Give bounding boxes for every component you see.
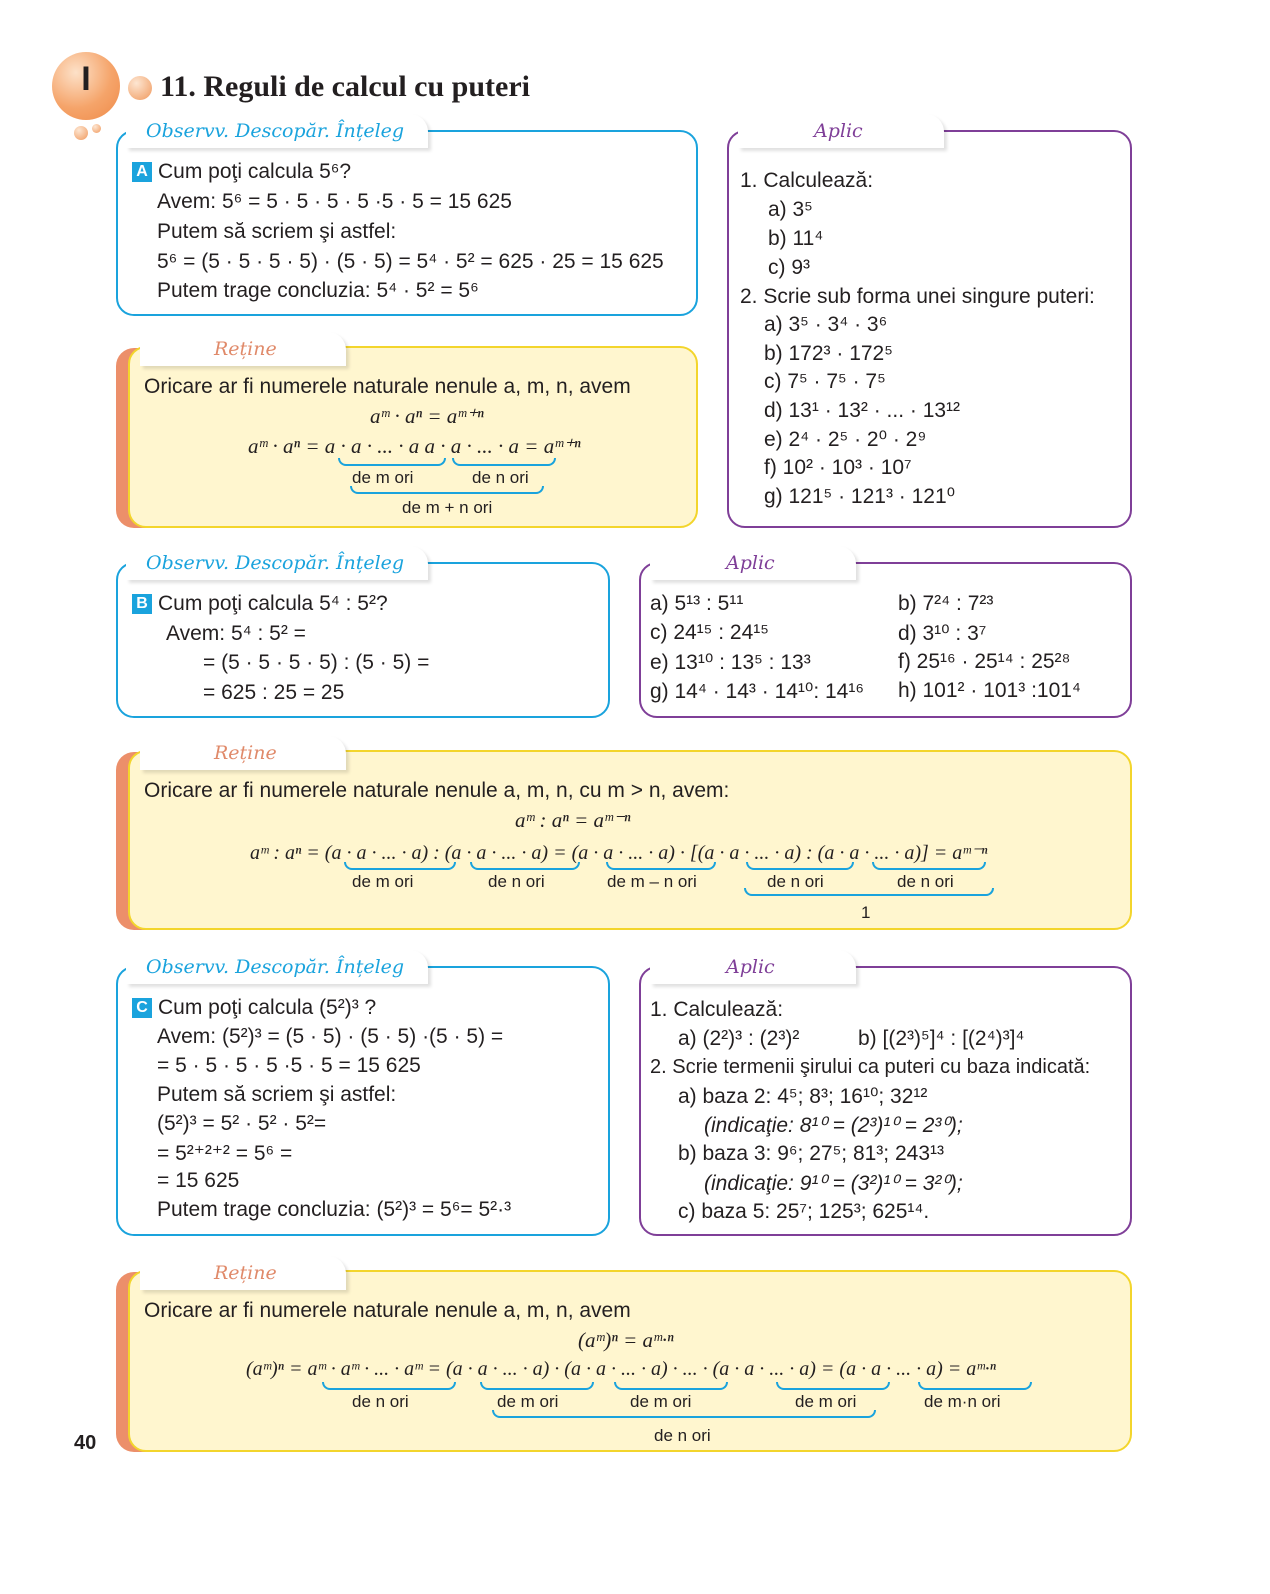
brace (338, 458, 446, 466)
label-b: B (132, 594, 152, 614)
under-label: de n ori (352, 1392, 409, 1411)
retin-tab: Reține (140, 1256, 346, 1290)
retin2-rule: aᵐ : aⁿ = aᵐ⁻ⁿ (515, 808, 631, 832)
retin-tab: Reține (140, 736, 346, 770)
under-label: de m ori (352, 872, 414, 891)
brace (776, 1382, 890, 1390)
under-label: de m ori (630, 1392, 692, 1411)
page-title: 11. Reguli de calcul cu puteri (160, 70, 530, 103)
exercise-item: a) 3⁵ (768, 198, 813, 221)
brace (614, 1382, 728, 1390)
exercise-item: a) 5¹³ : 5¹¹ (650, 592, 744, 615)
aplic-tab: Aplic (650, 950, 856, 984)
page-number: 40 (74, 1432, 97, 1454)
retin3-intro: Oricare ar fi numerele naturale nenule a, m, n, avem (144, 1299, 631, 1322)
retin-tab: Reține (140, 332, 346, 366)
exercise-item: g) 121⁵ · 121³ · 121⁰ (764, 485, 956, 508)
under-label: de m ori (795, 1392, 857, 1411)
aplic1-heading-2: 2. Scrie sub forma unei singure puteri: (740, 285, 1095, 308)
retin2-expand: aᵐ : aⁿ = (a · a · ... · a) : (a · a · ... · a) = (a · a · ... · a) · [(a · a · ... · a) : (a · a · ... · a)] = aᵐ⁻ⁿ (250, 842, 988, 864)
brace (480, 1382, 594, 1390)
under-label: de n ori (472, 468, 529, 487)
under-label: de m + n ori (402, 498, 493, 517)
exercise-item: g) 14⁴ · 14³ · 14¹⁰: 14¹⁶ (650, 680, 864, 703)
a-line-3: 5⁶ = (5 · 5 · 5 · 5) · (5 · 5) = 5⁴ · 5² = 625 · 25 = 15 625 (157, 250, 664, 273)
chapter-badge-label: I (81, 60, 91, 98)
exercise-item: b) 11⁴ (768, 227, 824, 250)
exercise-item: d) 3¹⁰ : 3⁷ (898, 622, 987, 645)
aplic3-line-1: a) baza 2: 4⁵; 8³; 16¹⁰; 32¹² (678, 1085, 928, 1108)
exercise-item: e) 13¹⁰ : 13⁵ : 13³ (650, 651, 811, 674)
a-line-2: Putem să scriem şi astfel: (157, 220, 397, 243)
aplic3-heading-1: 1. Calculează: (650, 998, 784, 1021)
retin2-intro: Oricare ar fi numerele naturale nenule a, m, n, cu m > n, avem: (144, 779, 730, 802)
under-label: de m ori (352, 468, 414, 487)
exercise-item: f) 25¹⁶ · 25¹⁴ : 25²⁸ (898, 650, 1071, 673)
aplic3-line-4: (indicaţie: 9¹⁰ = (3²)¹⁰ = 3²⁰); (704, 1172, 963, 1195)
under-label: de n ori (897, 872, 954, 891)
exercise-item: d) 13¹ · 13² · ... · 13¹² (764, 398, 961, 422)
retin3-expand: (aᵐ)ⁿ = aᵐ · aᵐ · ... · aᵐ = (a · a · ... · a) · (a · a · ... · a) · ... · (a · a · ... · a) = (a · a · ... · a) = aᵐ·ⁿ (246, 1358, 996, 1380)
observe-tab: Observv. Descopăr. Înțeleg (126, 546, 428, 580)
brace (872, 862, 986, 870)
retin1-rule: aᵐ · aⁿ = aᵐ⁺ⁿ (370, 404, 484, 428)
c-line-7: Putem trage concluzia: (5²)³ = 5⁶= 5²·³ (157, 1198, 512, 1221)
under-label: de n ori (767, 872, 824, 891)
question-a: A Cum poţi calcula 5⁶? (132, 160, 351, 184)
exercise-item: b) 7²⁴ : 7²³ (898, 592, 994, 615)
brace (344, 862, 456, 870)
decor-bubble (92, 124, 101, 133)
observe-tab: Observv. Descopăr. Înțeleg (126, 950, 428, 984)
b-line-1: Avem: 5⁴ : 5² = (166, 622, 306, 645)
c-line-6: = 15 625 (157, 1169, 240, 1192)
under-label: de n ori (488, 872, 545, 891)
observe-tab: Observv. Descopăr. Înțeleg (126, 114, 428, 148)
c-line-2: = 5 · 5 · 5 · 5 ·5 · 5 = 15 625 (157, 1054, 421, 1077)
exercise-item: c) 7⁵ · 7⁵ · 7⁵ (764, 370, 886, 393)
brace (470, 862, 580, 870)
a-line-4: Putem trage concluzia: 5⁴ · 5² = 5⁶ (157, 279, 479, 302)
under-label: de m – n ori (607, 872, 697, 891)
c-line-5: = 5²⁺²⁺² = 5⁶ = (157, 1142, 293, 1165)
under-label: de n ori (654, 1426, 711, 1445)
exercise-item: h) 101² · 101³ :101⁴ (898, 679, 1081, 702)
brace (918, 1382, 1032, 1390)
exercise-item: c) 9³ (768, 256, 810, 279)
brace (452, 458, 556, 466)
decor-bubble (128, 76, 152, 100)
under-label: de m·n ori (924, 1392, 1001, 1411)
exercise-item: c) 24¹⁵ : 24¹⁵ (650, 621, 769, 644)
aplic-tab: Aplic (650, 546, 856, 580)
aplic3-line-3: b) baza 3: 9⁶; 27⁵; 81³; 243¹³ (678, 1142, 944, 1165)
retin1-expand: aᵐ · aⁿ = a · a · ... · a a · a · ... · a = aᵐ⁺ⁿ (248, 434, 581, 458)
aplic1-heading-1: 1. Calculează: (740, 169, 874, 192)
label-a: A (132, 162, 152, 182)
decor-bubble (74, 126, 88, 140)
aplic3-heading-2: 2. Scrie termenii şirului ca puteri cu baza indicată: (650, 1056, 1091, 1078)
b-line-3: = 625 : 25 = 25 (203, 681, 345, 704)
aplic3-a: a) (2²)³ : (2³)² (678, 1027, 800, 1050)
aplic3-line-2: (indicaţie: 8¹⁰ = (2³)¹⁰ = 2³⁰); (704, 1114, 963, 1137)
aplic3-line-5: c) baza 5: 25⁷; 125³; 625¹⁴. (678, 1200, 930, 1223)
exercise-item: a) 3⁵ · 3⁴ · 3⁶ (764, 313, 888, 336)
question-b: B Cum poţi calcula 5⁴ : 5²? (132, 592, 388, 616)
brace (606, 862, 716, 870)
exercise-item: f) 10² · 10³ · 10⁷ (764, 455, 912, 479)
exercise-item: b) 172³ · 172⁵ (764, 341, 893, 365)
retin3-rule: (aᵐ)ⁿ = aᵐ·ⁿ (578, 1328, 674, 1352)
c-line-4: (5²)³ = 5² · 5² · 5²= (157, 1112, 327, 1135)
question-c: C Cum poţi calcula (5²)³ ? (132, 996, 376, 1020)
brace (322, 1382, 456, 1390)
b-line-2: = (5 · 5 · 5 · 5) : (5 · 5) = (203, 651, 430, 674)
a-line-1: Avem: 5⁶ = 5 · 5 · 5 · 5 ·5 · 5 = 15 625 (157, 190, 512, 213)
c-line-3: Putem să scriem şi astfel: (157, 1083, 397, 1106)
brace (746, 862, 854, 870)
under-label: de m ori (497, 1392, 559, 1411)
aplic-tab: Aplic (738, 114, 944, 148)
label-c: C (132, 998, 152, 1018)
under-label: 1 (861, 903, 871, 922)
aplic3-b: b) [(2³)⁵]⁴ : [(2⁴)³]⁴ (858, 1027, 1025, 1050)
c-line-1: Avem: (5²)³ = (5 · 5) · (5 · 5) ·(5 · 5) = (157, 1025, 504, 1048)
exercise-item: e) 2⁴ · 2⁵ · 2⁰ · 2⁹ (764, 428, 927, 451)
retin1-intro: Oricare ar fi numerele naturale nenule a, m, n, avem (144, 375, 631, 398)
